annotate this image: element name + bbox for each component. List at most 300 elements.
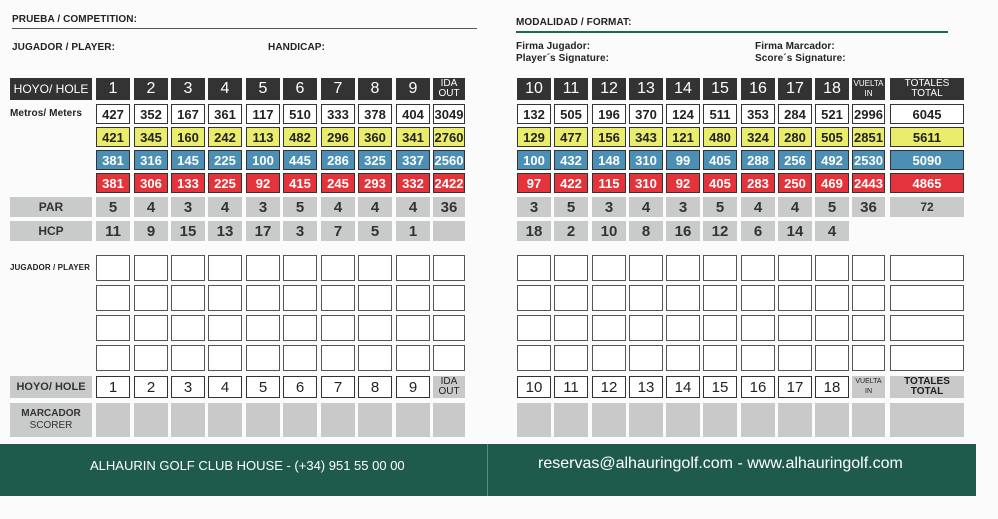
par-value: 3 — [246, 197, 280, 217]
blue-tee-meters: 145 — [171, 150, 205, 170]
score-entry-box[interactable] — [890, 285, 964, 311]
red-tee-meters: 469 — [815, 173, 849, 193]
score-entry-box[interactable] — [134, 255, 168, 281]
par-value: 4 — [208, 197, 242, 217]
score-entry-box[interactable] — [778, 315, 812, 341]
label-line: OUT — [438, 386, 460, 397]
score-entry-box[interactable] — [629, 315, 663, 341]
par-label: PAR — [10, 197, 92, 217]
score-entry-box[interactable] — [890, 315, 964, 341]
white-tee-meters: 3049 — [433, 104, 465, 124]
hole-number-3: 3 — [171, 376, 205, 398]
yellow-tee-meters: 129 — [517, 127, 551, 147]
par-value: 4 — [358, 197, 392, 217]
hole-number-14: 14 — [666, 376, 700, 398]
score-entry-box[interactable] — [283, 315, 317, 341]
hole-number-2: 2 — [134, 376, 168, 398]
par-value: 4 — [741, 197, 775, 217]
hcp-value: 2 — [554, 221, 588, 241]
white-tee-meters: 361 — [208, 104, 242, 124]
red-tee-meters: 92 — [246, 173, 280, 193]
hole-number-12: 12 — [592, 376, 626, 398]
label-line: IN — [865, 388, 872, 395]
hole-number-6: 6 — [283, 78, 317, 100]
hole-footer-label: HOYO/ HOLE — [10, 376, 92, 398]
score-entry-box[interactable] — [396, 315, 430, 341]
label-line: MARCADOR — [21, 408, 81, 419]
yellow-tee-meters: 121 — [666, 127, 700, 147]
hcp-value: 17 — [246, 221, 280, 241]
scorer-entry-box[interactable] — [703, 403, 737, 437]
hole-number-1: 1 — [96, 376, 130, 398]
par-value: 36 — [433, 197, 465, 217]
score-entry-box[interactable] — [96, 285, 130, 311]
par-value: 4 — [134, 197, 168, 217]
hcp-value: 5 — [358, 221, 392, 241]
hole-number-12: 12 — [592, 78, 626, 100]
hole-number-13: 13 — [629, 376, 663, 398]
hole-number-5: 5 — [246, 376, 280, 398]
score-entry-box[interactable] — [246, 255, 280, 281]
scorer-entry-box[interactable] — [283, 403, 317, 437]
blue-tee-meters: 2560 — [433, 150, 465, 170]
hcp-value: 8 — [629, 221, 663, 241]
blue-tee-meters: 316 — [134, 150, 168, 170]
hole-number-4: 4 — [208, 78, 242, 100]
yellow-tee-meters: 160 — [171, 127, 205, 147]
white-tee-meters: 370 — [629, 104, 663, 124]
scorer-signature-label-es: Firma Marcador: — [755, 41, 835, 52]
score-entry-box[interactable] — [283, 285, 317, 311]
red-tee-meters: 2443 — [852, 173, 885, 193]
score-entry-box[interactable] — [890, 345, 964, 371]
score-entry-box[interactable] — [171, 345, 205, 371]
scorer-entry-box[interactable] — [208, 403, 242, 437]
hole-number-16: 16 — [741, 376, 775, 398]
white-tee-meters: 167 — [171, 104, 205, 124]
hole-number-11: 11 — [554, 376, 588, 398]
par-value: 4 — [321, 197, 355, 217]
hole-number-10: 10 — [517, 376, 551, 398]
score-entry-box[interactable] — [433, 345, 465, 371]
score-entry-box[interactable] — [396, 255, 430, 281]
scorer-entry-box[interactable] — [890, 403, 964, 437]
score-entry-box[interactable] — [592, 285, 626, 311]
par-value: 3 — [592, 197, 626, 217]
white-tee-meters: 378 — [358, 104, 392, 124]
score-entry-box[interactable] — [815, 315, 849, 341]
score-entry-box[interactable] — [554, 285, 588, 311]
label-line: TOTALES — [904, 78, 950, 89]
scorer-entry-box[interactable] — [433, 403, 465, 437]
red-tee-meters: 283 — [741, 173, 775, 193]
blue-tee-meters: 325 — [358, 150, 392, 170]
hcp-value: 3 — [283, 221, 317, 241]
red-tee-meters: 245 — [321, 173, 355, 193]
scorer-label — [10, 403, 92, 437]
format-label: MODALIDAD / FORMAT: — [516, 17, 632, 28]
yellow-tee-meters: 324 — [741, 127, 775, 147]
yellow-tee-meters: 296 — [321, 127, 355, 147]
yellow-tee-meters: 360 — [358, 127, 392, 147]
par-value: 4 — [629, 197, 663, 217]
yellow-tee-meters: 480 — [703, 127, 737, 147]
score-entry-box[interactable] — [703, 255, 737, 281]
yellow-tee-meters: 113 — [246, 127, 280, 147]
score-entry-box[interactable] — [283, 345, 317, 371]
score-entry-box[interactable] — [852, 285, 885, 311]
scorer-entry-box[interactable] — [554, 403, 588, 437]
red-tee-meters: 4865 — [890, 173, 964, 193]
label-line: SCORER — [29, 420, 73, 431]
hole-number-14: 14 — [666, 78, 700, 100]
white-tee-meters: 117 — [246, 104, 280, 124]
par-value: 5 — [283, 197, 317, 217]
hcp-value: 11 — [96, 221, 130, 241]
blue-tee-meters: 337 — [396, 150, 430, 170]
blue-tee-meters: 288 — [741, 150, 775, 170]
contact-links: reservas@alhauringolf.com - www.alhauringolf.com — [538, 455, 903, 472]
yellow-tee-meters: 345 — [134, 127, 168, 147]
scorer-entry-box[interactable] — [815, 403, 849, 437]
hole-number-5: 5 — [246, 78, 280, 100]
scorer-entry-box[interactable] — [396, 403, 430, 437]
red-tee-meters: 225 — [208, 173, 242, 193]
player-label: JUGADOR / PLAYER: — [12, 42, 116, 53]
yellow-tee-meters: 242 — [208, 127, 242, 147]
red-tee-meters: 2422 — [433, 173, 465, 193]
red-tee-meters: 405 — [703, 173, 737, 193]
label-line: VUELTA — [855, 378, 882, 385]
scorer-entry-box[interactable] — [517, 403, 551, 437]
par-value: 3 — [666, 197, 700, 217]
par-value: 5 — [815, 197, 849, 217]
hole-number-6: 6 — [283, 376, 317, 398]
score-entry-box[interactable] — [852, 345, 885, 371]
score-entry-box[interactable] — [321, 345, 355, 371]
score-entry-box[interactable] — [629, 345, 663, 371]
white-tee-meters: 511 — [703, 104, 737, 124]
red-tee-meters: 332 — [396, 173, 430, 193]
score-entry-box[interactable] — [433, 285, 465, 311]
score-entry-box[interactable] — [629, 255, 663, 281]
scorer-entry-box[interactable] — [171, 403, 205, 437]
score-entry-box[interactable] — [592, 345, 626, 371]
blue-tee-meters: 381 — [96, 150, 130, 170]
hole-number-10: 10 — [517, 78, 551, 100]
player-block-label: JUGADOR / PLAYER — [10, 263, 90, 272]
vuelta-in-footer — [852, 376, 885, 398]
scorer-entry-box[interactable] — [852, 403, 885, 437]
score-entry-box[interactable] — [517, 285, 551, 311]
totales-header — [890, 78, 964, 100]
par-value: 5 — [554, 197, 588, 217]
score-entry-box[interactable] — [890, 255, 964, 281]
score-entry-box[interactable] — [134, 285, 168, 311]
hole-number-15: 15 — [703, 376, 737, 398]
par-value: 72 — [890, 197, 964, 217]
score-entry-box[interactable] — [703, 285, 737, 311]
hole-number-15: 15 — [703, 78, 737, 100]
ida-out-header — [433, 78, 465, 100]
scorer-entry-box[interactable] — [134, 403, 168, 437]
score-entry-box[interactable] — [433, 255, 465, 281]
meters-label: Metros/ Meters — [10, 108, 82, 119]
hcp-value: 14 — [778, 221, 812, 241]
hcp-empty-cell — [433, 221, 465, 241]
score-entry-box[interactable] — [517, 345, 551, 371]
blue-tee-meters: 5090 — [890, 150, 964, 170]
hole-number-16: 16 — [741, 78, 775, 100]
yellow-tee-meters: 421 — [96, 127, 130, 147]
label-line: VUELTA — [853, 79, 884, 88]
scorer-entry-box[interactable] — [358, 403, 392, 437]
score-entry-box[interactable] — [666, 345, 700, 371]
white-tee-meters: 353 — [741, 104, 775, 124]
yellow-tee-meters: 505 — [815, 127, 849, 147]
par-value: 3 — [171, 197, 205, 217]
score-entry-box[interactable] — [517, 255, 551, 281]
totales-footer — [890, 376, 964, 398]
hcp-value: 10 — [592, 221, 626, 241]
scorer-entry-box[interactable] — [592, 403, 626, 437]
blue-tee-meters: 492 — [815, 150, 849, 170]
score-entry-box[interactable] — [171, 315, 205, 341]
hole-number-9: 9 — [396, 376, 430, 398]
hole-number-1: 1 — [96, 78, 130, 100]
hole-number-4: 4 — [208, 376, 242, 398]
hole-number-3: 3 — [171, 78, 205, 100]
hcp-value: 4 — [815, 221, 849, 241]
yellow-tee-meters: 280 — [778, 127, 812, 147]
score-entry-box[interactable] — [134, 315, 168, 341]
score-entry-box[interactable] — [666, 315, 700, 341]
label-line: TOTAL — [911, 88, 943, 99]
score-entry-box[interactable] — [208, 315, 242, 341]
competition-label: PRUEBA / COMPETITION: — [12, 14, 138, 25]
card-fold — [487, 444, 488, 496]
scorer-entry-box[interactable] — [321, 403, 355, 437]
red-tee-meters: 115 — [592, 173, 626, 193]
score-entry-box[interactable] — [171, 285, 205, 311]
score-entry-box[interactable] — [852, 255, 885, 281]
red-tee-meters: 97 — [517, 173, 551, 193]
score-entry-box[interactable] — [554, 255, 588, 281]
par-value: 4 — [396, 197, 430, 217]
label-line: OUT — [438, 88, 460, 99]
hole-number-7: 7 — [321, 78, 355, 100]
score-entry-box[interactable] — [96, 255, 130, 281]
blue-tee-meters: 2530 — [852, 150, 885, 170]
hcp-value: 6 — [741, 221, 775, 241]
white-tee-meters: 333 — [321, 104, 355, 124]
white-tee-meters: 6045 — [890, 104, 964, 124]
red-tee-meters: 92 — [666, 173, 700, 193]
yellow-tee-meters: 341 — [396, 127, 430, 147]
red-tee-meters: 381 — [96, 173, 130, 193]
score-entry-box[interactable] — [208, 285, 242, 311]
blue-tee-meters: 405 — [703, 150, 737, 170]
score-entry-box[interactable] — [358, 255, 392, 281]
yellow-tee-meters: 2760 — [433, 127, 465, 147]
ida-out-footer — [433, 376, 465, 398]
blue-tee-meters: 100 — [517, 150, 551, 170]
score-entry-box[interactable] — [208, 345, 242, 371]
score-entry-box[interactable] — [321, 255, 355, 281]
white-tee-meters: 427 — [96, 104, 130, 124]
hole-number-11: 11 — [554, 78, 588, 100]
white-tee-meters: 124 — [666, 104, 700, 124]
yellow-tee-meters: 482 — [283, 127, 317, 147]
blue-tee-meters: 286 — [321, 150, 355, 170]
vuelta-in-header — [852, 78, 885, 100]
hcp-value: 15 — [171, 221, 205, 241]
score-entry-box[interactable] — [96, 345, 130, 371]
blue-tee-meters: 432 — [554, 150, 588, 170]
score-entry-box[interactable] — [171, 255, 205, 281]
yellow-tee-meters: 2851 — [852, 127, 885, 147]
label-line: IN — [864, 89, 873, 98]
score-entry-box[interactable] — [778, 255, 812, 281]
footer-bar — [0, 444, 976, 496]
score-entry-box[interactable] — [629, 285, 663, 311]
score-entry-box[interactable] — [396, 285, 430, 311]
score-entry-box[interactable] — [815, 345, 849, 371]
hcp-label: HCP — [10, 221, 92, 241]
score-entry-box[interactable] — [246, 285, 280, 311]
label-line: TOTAL — [910, 386, 944, 397]
score-entry-box[interactable] — [246, 315, 280, 341]
format-line — [516, 31, 948, 33]
score-entry-box[interactable] — [554, 345, 588, 371]
scorer-entry-box[interactable] — [666, 403, 700, 437]
yellow-tee-meters: 343 — [629, 127, 663, 147]
score-entry-box[interactable] — [246, 345, 280, 371]
score-entry-box[interactable] — [358, 345, 392, 371]
score-entry-box[interactable] — [778, 285, 812, 311]
score-entry-box[interactable] — [778, 345, 812, 371]
score-entry-box[interactable] — [517, 315, 551, 341]
score-entry-box[interactable] — [321, 285, 355, 311]
score-entry-box[interactable] — [741, 255, 775, 281]
label-line: TOTALES — [904, 376, 950, 387]
blue-tee-meters: 256 — [778, 150, 812, 170]
scorer-signature-label-en: Score´s Signature: — [755, 53, 846, 64]
red-tee-meters: 415 — [283, 173, 317, 193]
par-value: 36 — [852, 197, 885, 217]
score-entry-box[interactable] — [741, 345, 775, 371]
red-tee-meters: 422 — [554, 173, 588, 193]
white-tee-meters: 196 — [592, 104, 626, 124]
score-entry-box[interactable] — [592, 255, 626, 281]
hcp-value: 9 — [134, 221, 168, 241]
white-tee-meters: 284 — [778, 104, 812, 124]
hcp-value: 13 — [208, 221, 242, 241]
hole-number-9: 9 — [396, 78, 430, 100]
score-entry-box[interactable] — [283, 255, 317, 281]
blue-tee-meters: 148 — [592, 150, 626, 170]
player-signature-label-es: Firma Jugador: — [516, 41, 591, 52]
hcp-value: 18 — [517, 221, 551, 241]
score-entry-box[interactable] — [208, 255, 242, 281]
white-tee-meters: 352 — [134, 104, 168, 124]
white-tee-meters: 404 — [396, 104, 430, 124]
white-tee-meters: 2996 — [852, 104, 885, 124]
red-tee-meters: 293 — [358, 173, 392, 193]
player-signature-label-en: Player´s Signature: — [516, 53, 610, 64]
hcp-value: 12 — [703, 221, 737, 241]
yellow-tee-meters: 5611 — [890, 127, 964, 147]
score-entry-box[interactable] — [396, 345, 430, 371]
score-entry-box[interactable] — [852, 315, 885, 341]
par-value: 5 — [96, 197, 130, 217]
scorer-entry-box[interactable] — [741, 403, 775, 437]
score-entry-box[interactable] — [741, 315, 775, 341]
score-entry-box[interactable] — [666, 285, 700, 311]
hole-number-17: 17 — [778, 78, 812, 100]
score-entry-box[interactable] — [666, 255, 700, 281]
scorer-entry-box[interactable] — [629, 403, 663, 437]
blue-tee-meters: 225 — [208, 150, 242, 170]
score-entry-box[interactable] — [703, 345, 737, 371]
score-entry-box[interactable] — [433, 315, 465, 341]
red-tee-meters: 306 — [134, 173, 168, 193]
label-line: IDA — [440, 376, 458, 387]
hcp-value: 16 — [666, 221, 700, 241]
white-tee-meters: 132 — [517, 104, 551, 124]
red-tee-meters: 310 — [629, 173, 663, 193]
score-entry-box[interactable] — [358, 315, 392, 341]
scorer-entry-box[interactable] — [778, 403, 812, 437]
score-entry-box[interactable] — [741, 285, 775, 311]
club-house-phone: ALHAURIN GOLF CLUB HOUSE - (+34) 951 55 00 00 — [90, 458, 405, 473]
score-entry-box[interactable] — [96, 315, 130, 341]
yellow-tee-meters: 156 — [592, 127, 626, 147]
blue-tee-meters: 100 — [246, 150, 280, 170]
score-entry-box[interactable] — [703, 315, 737, 341]
score-entry-box[interactable] — [592, 315, 626, 341]
hole-number-18: 18 — [815, 376, 849, 398]
score-entry-box[interactable] — [358, 285, 392, 311]
hole-number-7: 7 — [321, 376, 355, 398]
blue-tee-meters: 310 — [629, 150, 663, 170]
hole-number-8: 8 — [358, 78, 392, 100]
white-tee-meters: 510 — [283, 104, 317, 124]
hcp-value: 1 — [396, 221, 430, 241]
score-entry-box[interactable] — [554, 315, 588, 341]
blue-tee-meters: 445 — [283, 150, 317, 170]
hole-number-17: 17 — [778, 376, 812, 398]
hole-header-label: HOYO/ HOLE — [10, 78, 92, 100]
par-value: 4 — [778, 197, 812, 217]
scorer-entry-box[interactable] — [96, 403, 130, 437]
handicap-label: HANDICAP: — [268, 42, 326, 53]
label-line: IDA — [440, 78, 458, 89]
score-entry-box[interactable] — [321, 315, 355, 341]
white-tee-meters: 505 — [554, 104, 588, 124]
hole-number-8: 8 — [358, 376, 392, 398]
score-entry-box[interactable] — [134, 345, 168, 371]
hole-number-18: 18 — [815, 78, 849, 100]
score-entry-box[interactable] — [815, 285, 849, 311]
hole-number-2: 2 — [134, 78, 168, 100]
par-value: 3 — [517, 197, 551, 217]
score-entry-box[interactable] — [815, 255, 849, 281]
blue-tee-meters: 99 — [666, 150, 700, 170]
scorer-entry-box[interactable] — [246, 403, 280, 437]
competition-line — [12, 28, 477, 29]
red-tee-meters: 250 — [778, 173, 812, 193]
